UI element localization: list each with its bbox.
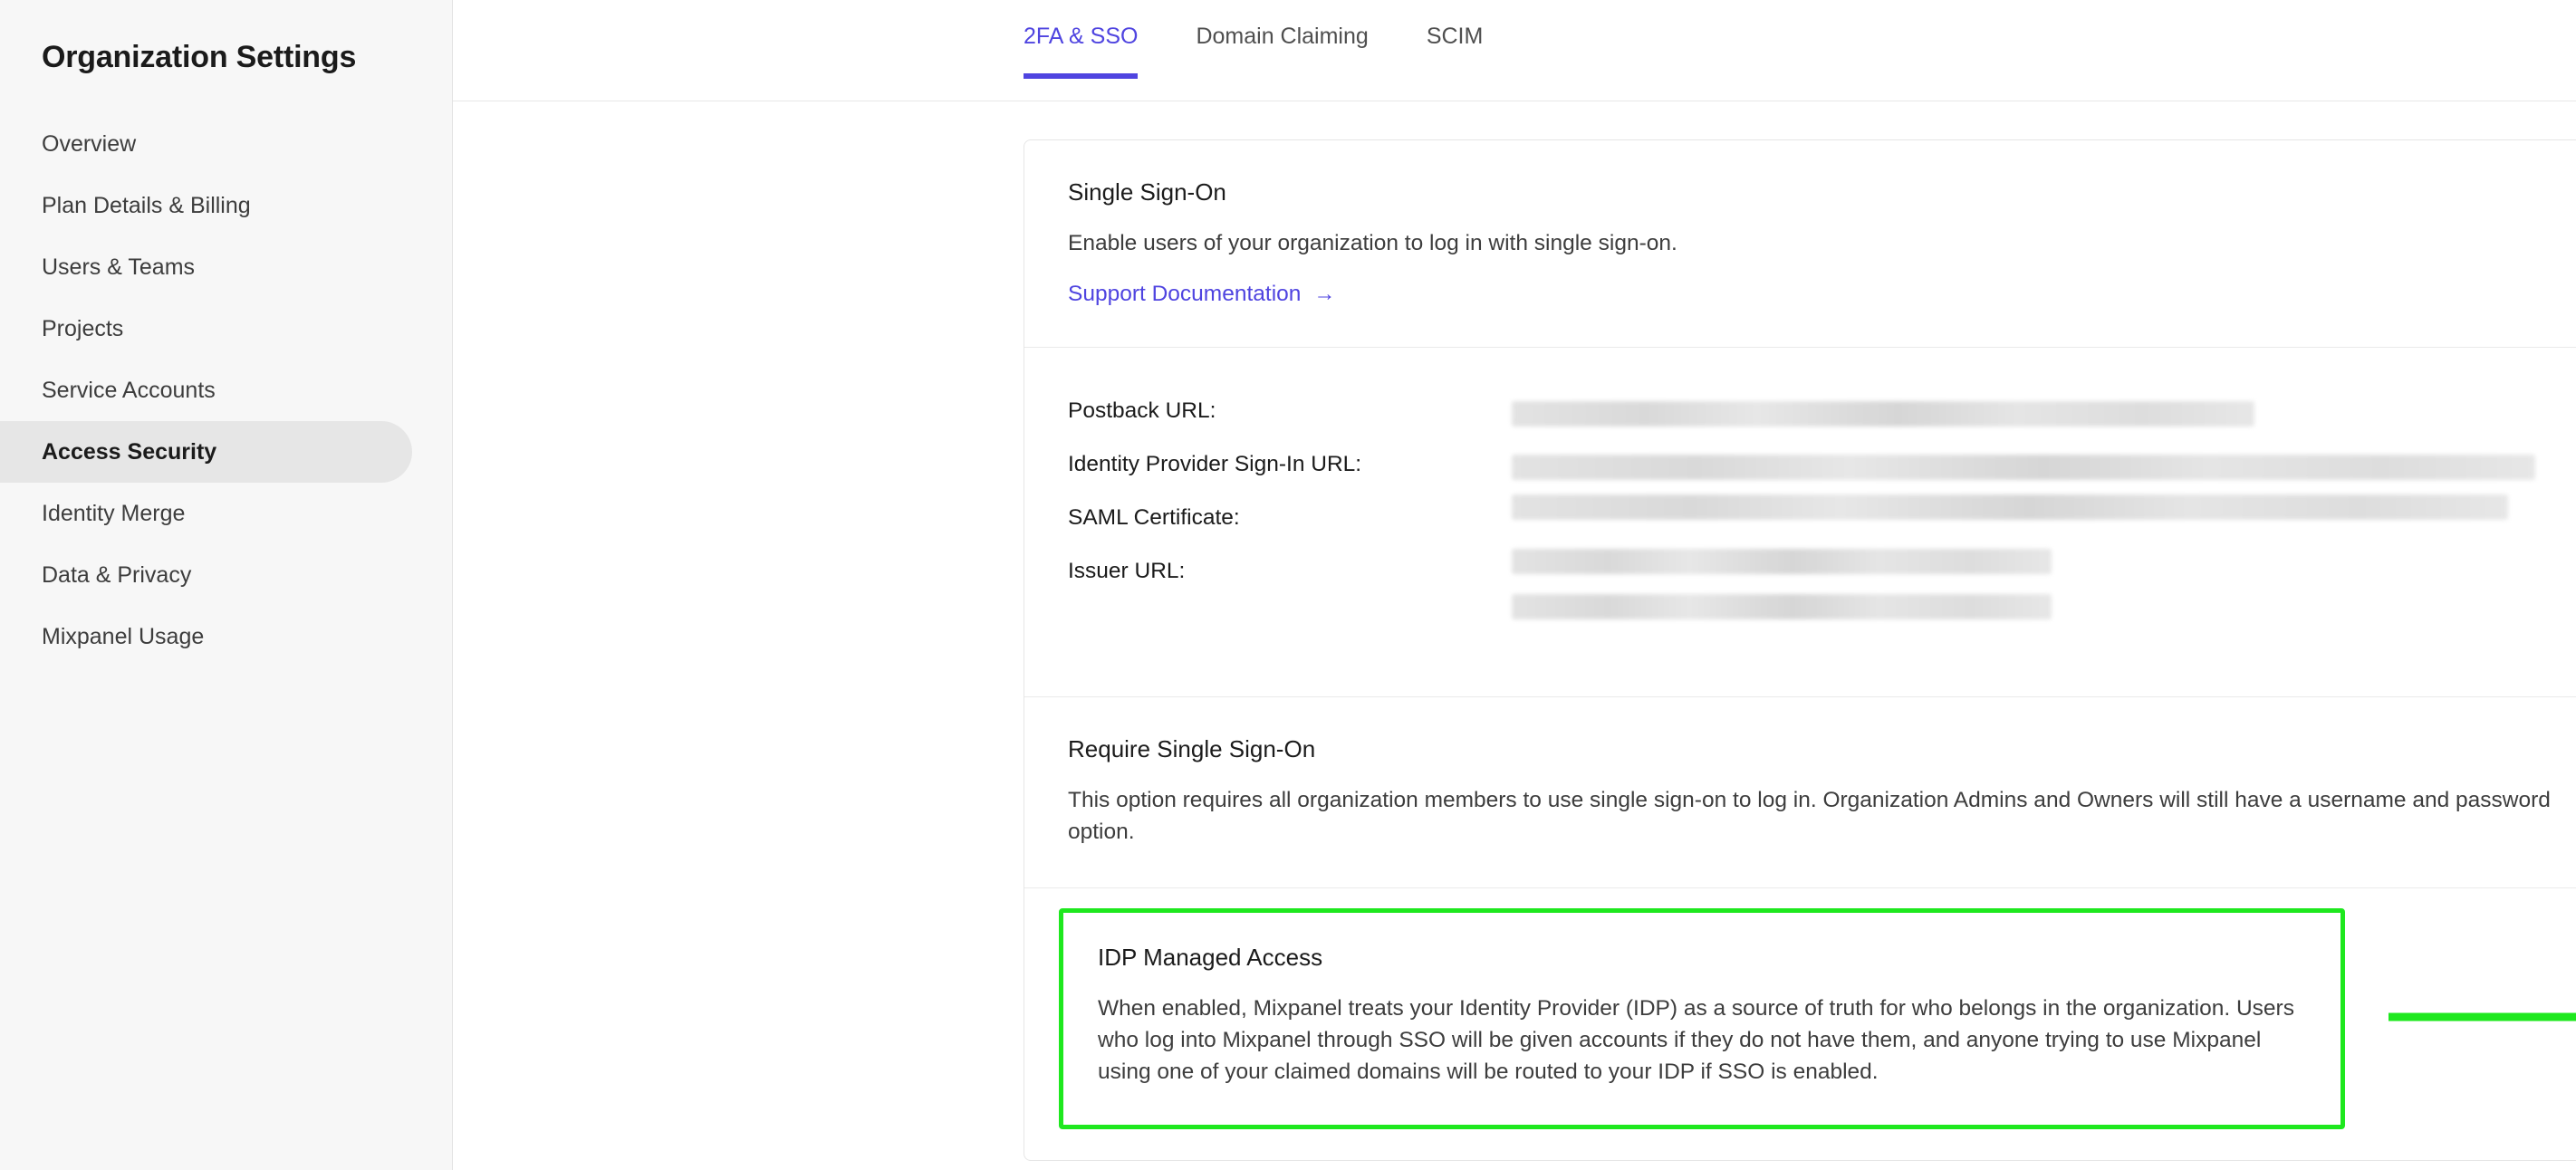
sidebar-item-label: Plan Details & Billing [42, 192, 251, 218]
sidebar-item-identity-merge[interactable] [0, 483, 412, 544]
require-single-sign-on-row [1024, 697, 2576, 889]
issuer-url-value-2 [1512, 601, 2576, 655]
require-single-sign-on-description: This option requires all organization members to use single sign-on to log in. Organization Admins and Owners will still have a username and password option. [1068, 787, 2551, 844]
redacted-bar [1512, 549, 2052, 574]
sso-detail-labels [1068, 384, 1512, 655]
sidebar-item-plan-details-billing[interactable] [0, 175, 412, 236]
page-title: Organization Settings [42, 40, 357, 74]
redacted-bar [1512, 455, 2535, 480]
sidebar-item-data-privacy[interactable] [0, 544, 412, 606]
arrow-right-icon: → [1313, 281, 1336, 306]
tab-bar [453, 0, 2576, 101]
sidebar-item-projects[interactable] [0, 298, 412, 360]
support-documentation-link[interactable] [1068, 282, 1335, 307]
idp-managed-access-title: IDP Managed Access [1098, 944, 1323, 972]
issuer-url-label: Issuer URL: [1068, 558, 1186, 583]
postback-url-value [1512, 388, 2576, 441]
redacted-bar [1512, 401, 2254, 427]
identity-provider-signin-url-value [1512, 441, 2576, 494]
tab-2fa-sso[interactable] [1024, 18, 1138, 79]
sso-details-row [1024, 348, 2576, 697]
sidebar-item-label: Data & Privacy [42, 561, 192, 588]
postback-url-label: Postback URL: [1068, 398, 1216, 423]
identity-provider-signin-url-label: Identity Provider Sign-In URL: [1068, 451, 1362, 476]
tab-label: Domain Claiming [1196, 24, 1369, 49]
support-documentation-label: Support Documentation [1068, 281, 1302, 306]
sidebar-item-label: Service Accounts [42, 377, 216, 403]
sidebar-item-users-teams[interactable] [0, 236, 412, 298]
sidebar-nav [0, 113, 452, 667]
redacted-bar [1512, 494, 2508, 520]
sidebar-item-label: Users & Teams [42, 254, 196, 280]
settings-content [453, 101, 2576, 1161]
idp-managed-access-highlight-box [1059, 908, 2345, 1128]
access-security-card [1024, 139, 2576, 1161]
main-content [453, 0, 2576, 1170]
sidebar-item-label: Identity Merge [42, 500, 186, 526]
sidebar-item-access-security[interactable] [0, 421, 412, 483]
sidebar-item-overview[interactable] [0, 113, 412, 175]
single-sign-on-row [1024, 140, 2576, 348]
tab-domain-claiming[interactable] [1196, 18, 1368, 79]
saml-certificate-label: SAML Certificate: [1068, 504, 1240, 530]
single-sign-on-description: Enable users of your organization to log in with single sign-on. [1068, 231, 1677, 255]
sidebar-item-label: Mixpanel Usage [42, 623, 205, 649]
sso-detail-values [1512, 384, 2576, 655]
tab-label: SCIM [1426, 24, 1484, 49]
issuer-url-value [1512, 548, 2576, 601]
sidebar-item-label: Access Security [42, 438, 217, 465]
sidebar-item-label: Projects [42, 315, 124, 341]
require-single-sign-on-title: Require Single Sign-On [1068, 734, 1316, 762]
saml-certificate-value [1512, 494, 2576, 548]
sidebar-item-mixpanel-usage[interactable] [0, 606, 412, 667]
tab-scim[interactable] [1427, 18, 1484, 79]
idp-managed-access-row [1024, 888, 2576, 1159]
sidebar-item-label: Overview [42, 130, 137, 157]
redacted-bar [1512, 594, 2052, 619]
annotation-arrow-icon [2389, 990, 2576, 1049]
sidebar [0, 0, 453, 1170]
sidebar-item-service-accounts[interactable] [0, 360, 412, 421]
single-sign-on-title: Single Sign-On [1068, 178, 1226, 206]
tab-label: 2FA & SSO [1024, 24, 1139, 49]
idp-managed-access-description: When enabled, Mixpanel treats your Identity Provider (IDP) as a source of truth for who belongs in the organization. Users who log into Mixpanel through SSO will be given accounts if they do not have them, and anyone trying to use Mixpanel using one of your claimed domains will be routed to your IDP if SSO is enabled. [1098, 996, 2294, 1084]
